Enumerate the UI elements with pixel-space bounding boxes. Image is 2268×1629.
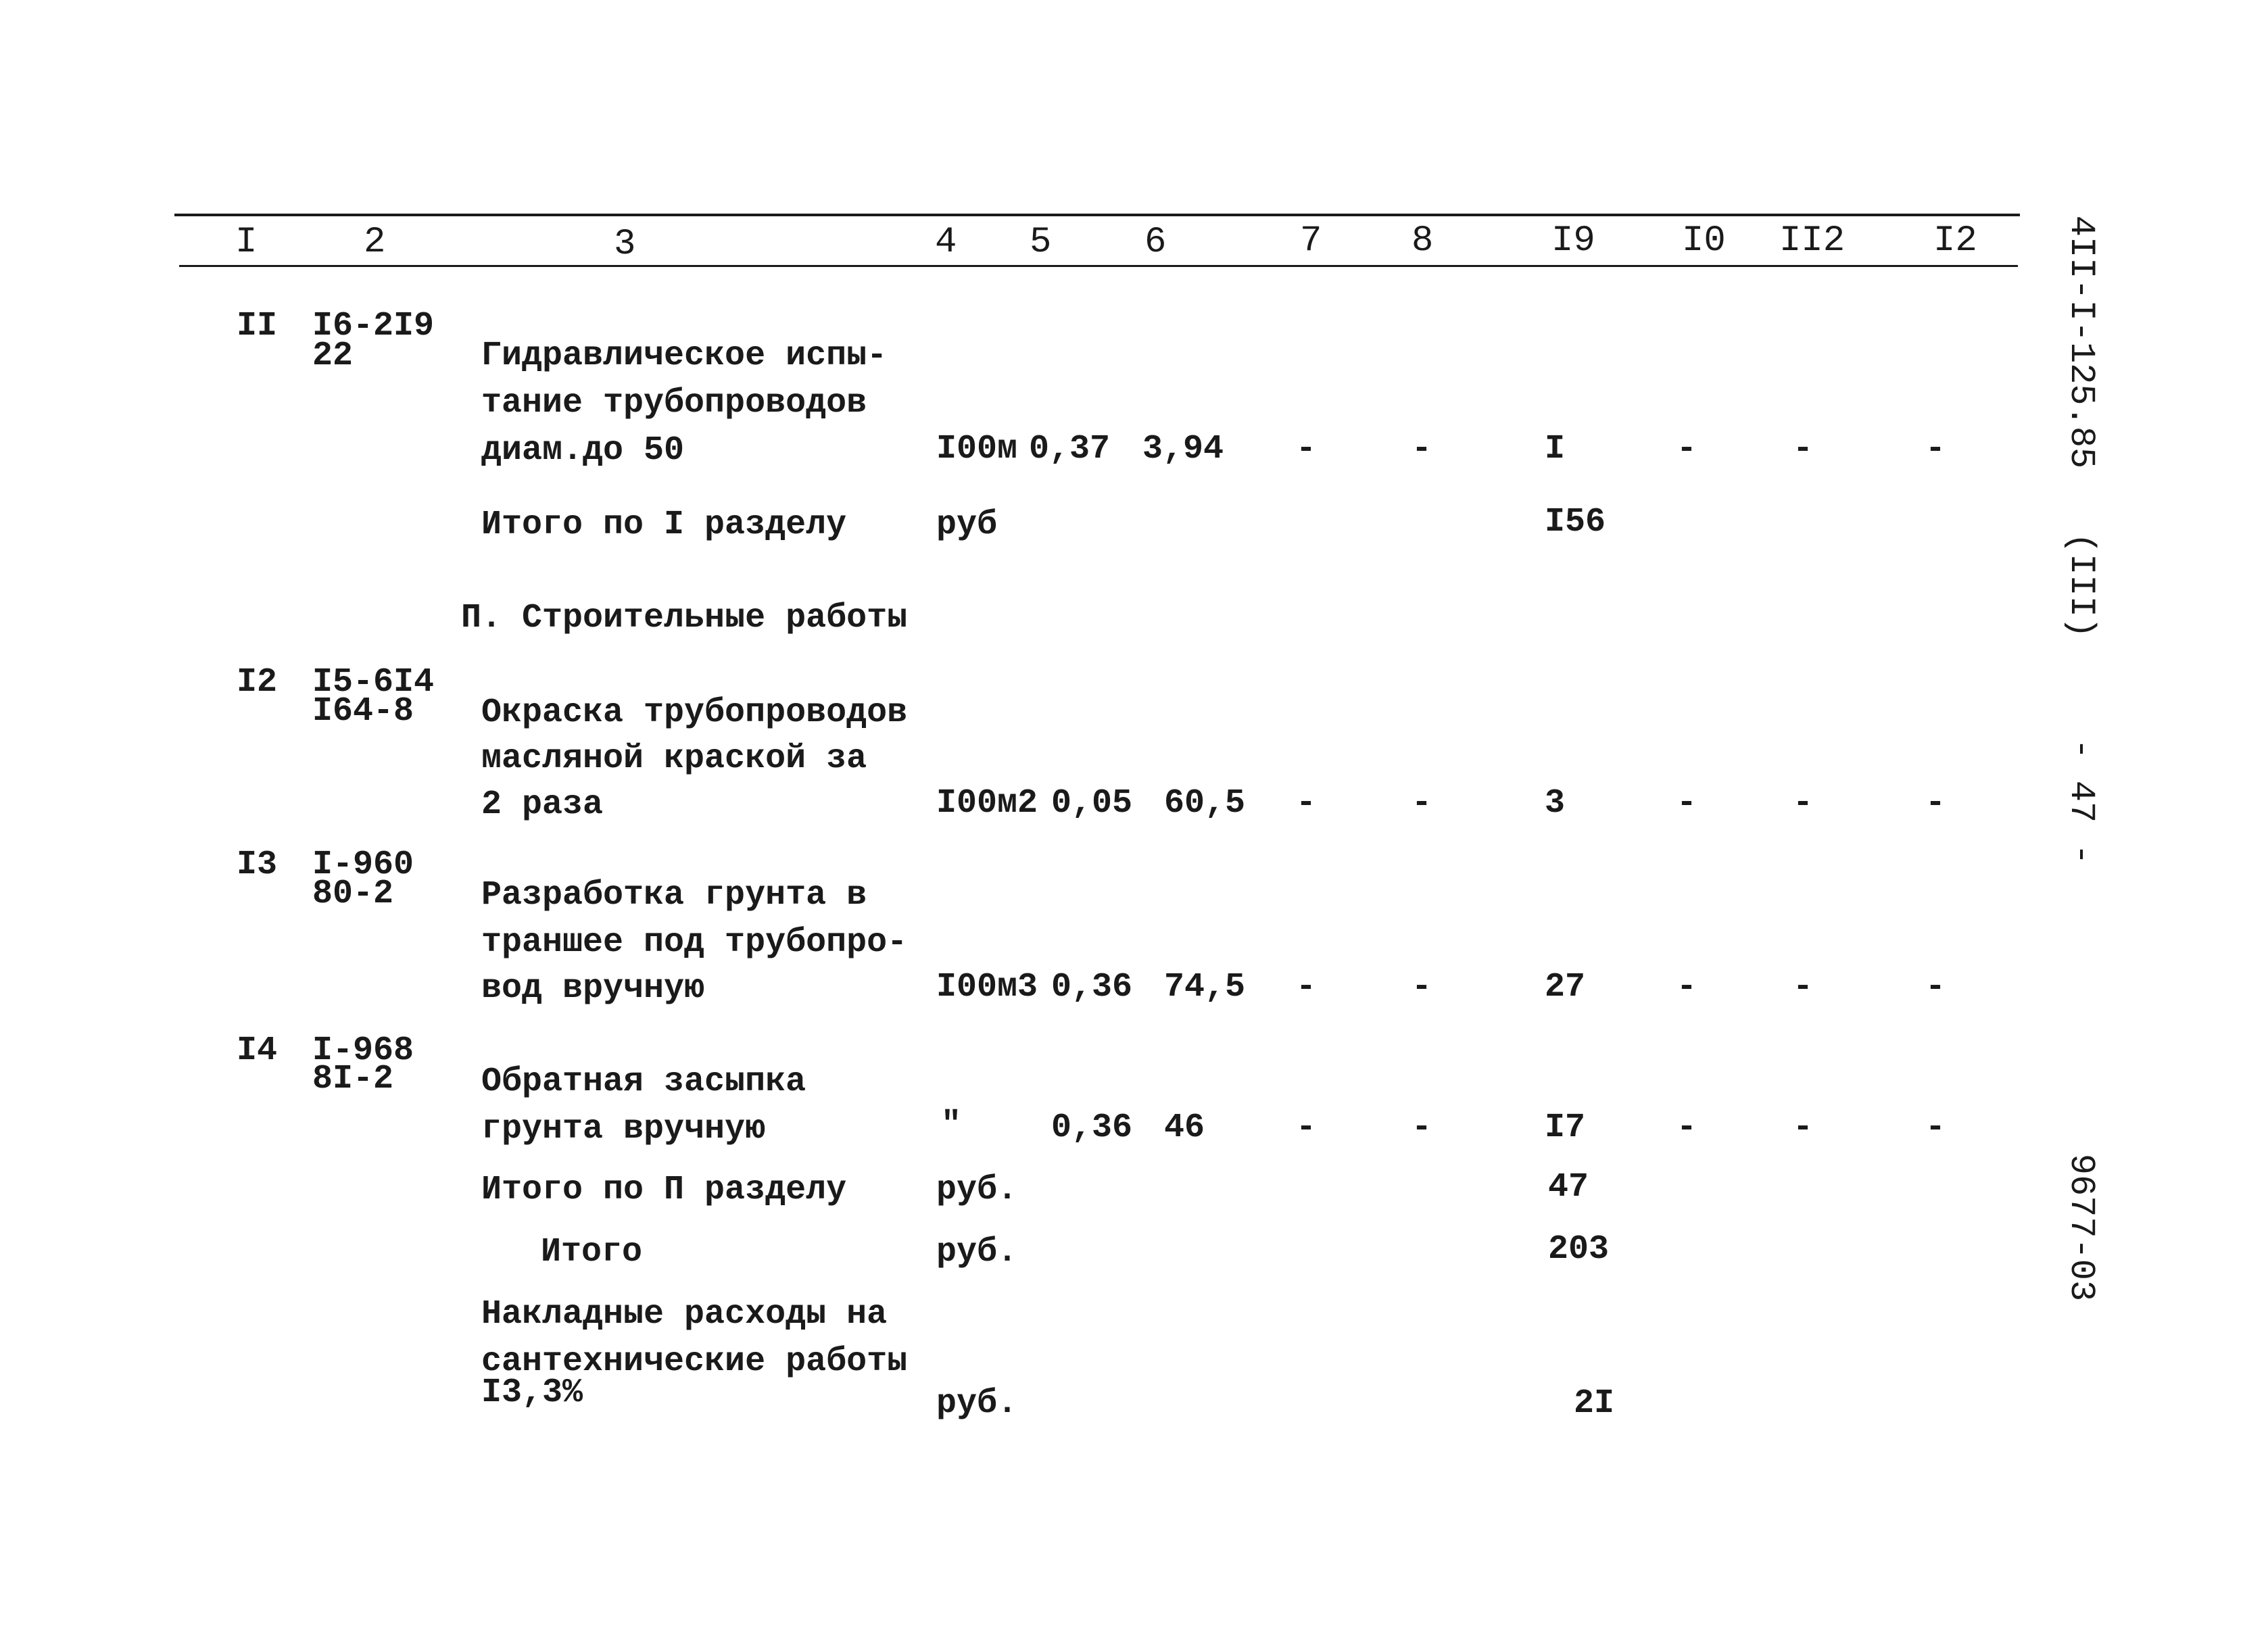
col10-value: -: [1676, 784, 1697, 823]
overhead-rate: I3,3%: [481, 1373, 583, 1412]
page-number: - 47 -: [2061, 738, 2101, 865]
rate-code: I6-2I9: [312, 307, 435, 345]
work-description: масляной краской за: [481, 739, 867, 778]
subtotal-value: I56: [1545, 503, 1606, 541]
col7-value: -: [1296, 430, 1317, 468]
subtotal-value: 47: [1548, 1168, 1589, 1207]
unit: I00м2: [936, 784, 1038, 823]
unit: ": [941, 1106, 962, 1144]
subtotal-label: Итого по П разделу: [481, 1171, 847, 1209]
unit-price: 60,5: [1164, 784, 1246, 823]
col-header-5: 5: [1030, 222, 1052, 263]
rate-subcode: 8I-2: [312, 1060, 394, 1098]
col11-value: -: [1793, 784, 1814, 823]
col12-value: -: [1925, 1109, 1946, 1147]
overhead-description: Накладные расходы на: [481, 1295, 888, 1334]
col11-value: -: [1793, 430, 1814, 468]
subtotal-label: Итого по I разделу: [481, 506, 847, 544]
col8-value: -: [1412, 1109, 1432, 1147]
work-description: тание трубопроводов: [481, 384, 867, 422]
col-header-2: 2: [364, 222, 386, 263]
col-header-10: I0: [1682, 220, 1726, 262]
col7-value: -: [1296, 784, 1317, 823]
total-value: 203: [1548, 1230, 1610, 1269]
col-header-11: II2: [1779, 220, 1845, 262]
work-description: Разработка грунта в: [481, 876, 867, 915]
col11-value: -: [1793, 968, 1814, 1006]
rate-subcode: I64-8: [312, 692, 414, 731]
col12-value: -: [1925, 430, 1946, 468]
work-description: Обратная засыпка: [481, 1063, 806, 1101]
inventory-number: 9677-03: [2061, 1153, 2101, 1302]
col-header-12: I2: [1933, 220, 1977, 262]
col12-value: -: [1925, 968, 1946, 1006]
quantity: 0,36: [1051, 1109, 1133, 1147]
quantity: 0,37: [1029, 430, 1111, 468]
row-number: I4: [237, 1031, 278, 1070]
work-description: Гидравлическое испы-: [481, 337, 888, 375]
header-top-rule: [174, 214, 2020, 216]
document-code: 4II-I-125.85: [2061, 215, 2101, 469]
col8-value: -: [1412, 784, 1432, 823]
section-heading: П. Строительные работы: [461, 599, 908, 637]
work-description: диам.до 50: [481, 431, 685, 470]
col7-value: -: [1296, 968, 1317, 1006]
unit-price: 3,94: [1142, 430, 1224, 468]
row-number: II: [237, 307, 278, 345]
overhead-description: сантехнические работы: [481, 1342, 908, 1381]
total-unit: руб.: [936, 1233, 1018, 1271]
rate-code: I-960: [312, 846, 414, 884]
subtotal-unit: руб.: [936, 1171, 1018, 1209]
work-description: вод вручную: [481, 969, 705, 1008]
col11-value: -: [1793, 1109, 1814, 1147]
overhead-unit: руб.: [936, 1384, 1018, 1423]
col-header-4: 4: [935, 222, 957, 263]
col-header-8: 8: [1412, 220, 1434, 262]
col8-value: -: [1412, 430, 1432, 468]
row-number: I3: [237, 846, 278, 884]
unit: I00м3: [936, 968, 1038, 1006]
col-header-6: 6: [1144, 222, 1167, 263]
total-value: I7: [1545, 1109, 1586, 1147]
col10-value: -: [1676, 430, 1697, 468]
work-description: грунта вручную: [481, 1110, 766, 1148]
rate-subcode: 22: [312, 337, 354, 375]
album-number: (III): [2061, 532, 2101, 639]
rate-subcode: 80-2: [312, 875, 394, 913]
total-label: Итого: [541, 1233, 643, 1271]
unit-price: 74,5: [1164, 968, 1246, 1006]
work-description: Окраска трубопроводов: [481, 694, 908, 732]
quantity: 0,36: [1051, 968, 1133, 1006]
subtotal-unit: руб: [936, 506, 998, 544]
col8-value: -: [1412, 968, 1432, 1006]
row-number: I2: [237, 663, 278, 702]
quantity: 0,05: [1051, 784, 1133, 823]
col10-value: -: [1676, 968, 1697, 1006]
total-value: 3: [1545, 784, 1566, 823]
col7-value: -: [1296, 1109, 1317, 1147]
col10-value: -: [1676, 1109, 1697, 1147]
rate-code: I-968: [312, 1031, 414, 1070]
header-bottom-rule: [179, 265, 2018, 267]
overhead-value: 2I: [1574, 1384, 1615, 1423]
col-header-9: I9: [1551, 220, 1595, 262]
col12-value: -: [1925, 784, 1946, 823]
col-header-7: 7: [1300, 220, 1322, 262]
rate-code: I5-6I4: [312, 663, 435, 702]
unit-price: 46: [1164, 1109, 1205, 1147]
total-value: I: [1545, 430, 1566, 468]
col-header-1: I: [235, 222, 258, 263]
col-header-3: 3: [614, 224, 636, 265]
work-description: 2 раза: [481, 785, 604, 824]
unit: I00м: [936, 430, 1018, 468]
total-value: 27: [1545, 968, 1586, 1006]
work-description: траншее под трубопро-: [481, 923, 908, 962]
